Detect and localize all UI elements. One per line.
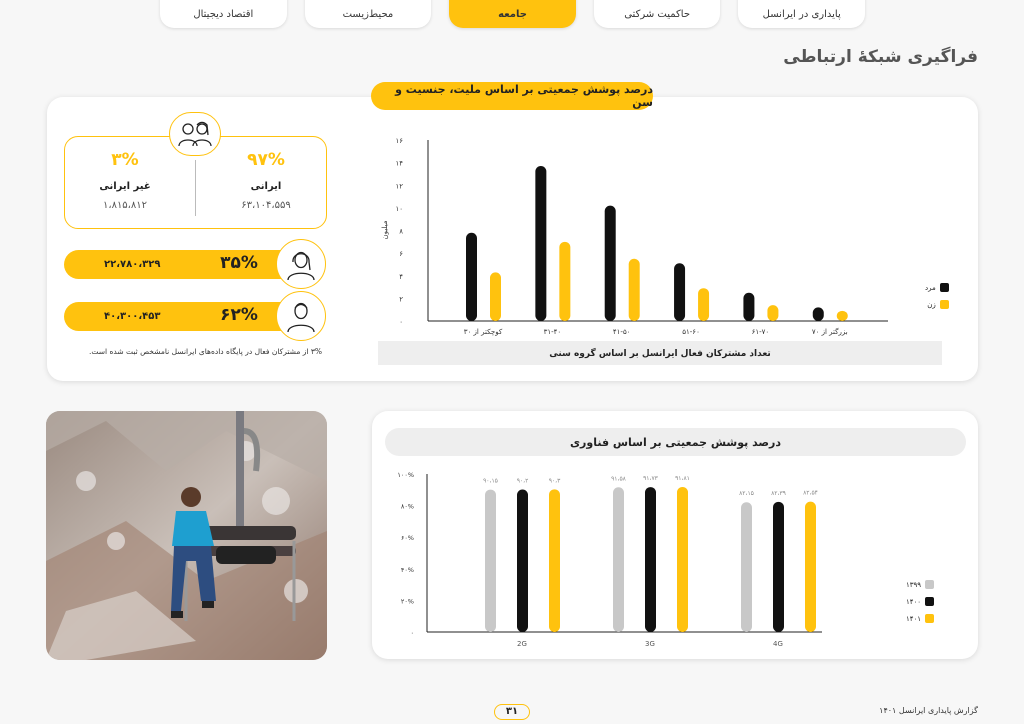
legend-label-male: مرد xyxy=(925,283,936,292)
bar-۱۳۹۹ xyxy=(485,490,496,632)
bar-female xyxy=(767,305,778,321)
male-count: ۴۰،۳۰۰،۴۵۳ xyxy=(104,311,161,322)
male-avatar-icon xyxy=(276,291,326,341)
bar-male xyxy=(535,166,546,321)
iranian-label: ایرانی xyxy=(250,181,282,192)
section-title: فراگیری شبکهٔ ارتباطی xyxy=(783,47,978,67)
legend-item-1399 xyxy=(906,580,934,589)
legend-item-male xyxy=(925,283,949,292)
non-iranian-stat xyxy=(70,150,180,211)
bar-male xyxy=(674,263,685,321)
bar-۱۴۰۰ xyxy=(517,489,528,632)
page-number: ۳۱ xyxy=(494,704,530,720)
technology-chart xyxy=(380,462,900,654)
legend-swatch-1399 xyxy=(925,580,934,589)
iranian-percent: ۹۷% xyxy=(247,150,285,170)
bar-۱۴۰۱ xyxy=(677,487,688,632)
legend-label-female: زن xyxy=(927,300,936,309)
bar-male xyxy=(466,233,477,321)
bar-value-label: ۸۲،۵۴ xyxy=(803,489,818,497)
x-tick-label: 4G xyxy=(773,640,783,648)
bar-۱۴۰۱ xyxy=(549,489,560,632)
bar-value-label: ۹۱،۷۳ xyxy=(643,475,658,483)
bar-۱۳۹۹ xyxy=(613,487,624,632)
x-tick-label: ۵۱-۶۰ xyxy=(682,328,700,336)
bar-female xyxy=(490,272,501,321)
legend-swatch-1400 xyxy=(925,597,934,606)
top-tab-bar xyxy=(160,0,865,28)
y-tick-label: ۱۰ xyxy=(395,204,403,213)
y-tick-label: ۴۰% xyxy=(400,565,414,574)
legend-label-1400: ۱۴۰۰ xyxy=(906,597,922,606)
female-percent: ۳۵% xyxy=(220,253,258,273)
legend-swatch-female xyxy=(940,300,949,309)
x-tick-label: 3G xyxy=(645,640,655,648)
iranian-count: ۶۳،۱۰۴،۵۵۹ xyxy=(241,200,291,211)
bar-value-label: ۸۲،۱۵ xyxy=(739,490,754,498)
y-tick-label: ۰ xyxy=(410,629,414,637)
report-name: گزارش پایداری ایرانسل ۱۴۰۱ xyxy=(879,706,978,715)
legend-item-1401 xyxy=(906,614,934,623)
bar-value-label: ۹۱،۸۱ xyxy=(675,474,690,482)
x-tick-label: 2G xyxy=(517,640,527,648)
y-tick-label: ۴ xyxy=(399,272,403,281)
tab-digital-economy[interactable]: اقتصاد دیجیتال xyxy=(160,0,287,28)
chairlift-photo xyxy=(46,411,327,660)
non-iranian-percent: ۳% xyxy=(111,150,139,170)
x-tick-label: بزرگتر از ۷۰ xyxy=(811,328,848,336)
bar-male xyxy=(605,206,616,321)
legend-item-female xyxy=(925,300,949,309)
bar-value-label: ۹۰،۱۵ xyxy=(483,477,498,485)
footnote: ۳% از مشترکان فعال در پایگاه داده‌های ایرانسل نامشخص ثبت شده است. xyxy=(88,347,322,356)
legend-swatch-1401 xyxy=(925,614,934,623)
y-tick-label: ۲۰% xyxy=(400,597,414,606)
bar-۱۳۹۹ xyxy=(741,502,752,632)
bar-value-label: ۹۰،۲ xyxy=(516,477,529,485)
bar-female xyxy=(559,242,570,321)
y-tick-label: ۸۰% xyxy=(400,502,414,511)
tab-sustainability[interactable]: پایداری در ایرانسل xyxy=(738,0,865,28)
legend-item-1400 xyxy=(906,597,934,606)
bar-value-label: ۹۰،۳ xyxy=(548,477,561,485)
y-tick-label: ۱۲ xyxy=(395,182,403,191)
divider xyxy=(195,160,196,216)
x-axis-label: تعداد مشترکان فعال ایرانسل بر اساس گروه سنی xyxy=(549,349,771,359)
legend-label-1399: ۱۳۹۹ xyxy=(906,580,922,589)
y-tick-label: ۸ xyxy=(399,227,403,236)
female-count: ۲۲،۷۸۰،۳۲۹ xyxy=(104,259,161,270)
x-tick-label: کوچکتر از ۳۰ xyxy=(463,328,503,336)
bar-male xyxy=(813,307,824,321)
y-tick-label: ۲ xyxy=(399,295,403,304)
y-axis-label: میلیون xyxy=(381,220,389,240)
chart2-legend xyxy=(906,580,934,631)
female-avatar-icon xyxy=(276,239,326,289)
male-percent: ۶۲% xyxy=(220,305,258,325)
y-tick-label: ۶ xyxy=(399,250,403,259)
iranian-stat xyxy=(211,150,321,211)
y-tick-label: ۱۰۰% xyxy=(397,471,414,479)
tab-environment[interactable]: محیط‌زیست xyxy=(305,0,432,28)
bar-۱۴۰۱ xyxy=(805,502,816,632)
y-tick-label: ۱۶ xyxy=(395,137,403,145)
legend-label-1401: ۱۴۰۱ xyxy=(906,614,922,623)
bar-female xyxy=(629,259,640,321)
chart1-legend xyxy=(925,283,949,317)
x-tick-label: ۴۱-۵۰ xyxy=(612,328,631,336)
tab-society[interactable]: جامعه xyxy=(449,0,576,28)
x-tick-label: ۶۱-۷۰ xyxy=(751,328,770,336)
chart2-title: درصد پوشش جمعیتی بر اساس فناوری xyxy=(385,428,966,456)
non-iranian-label: غیر ایرانی xyxy=(99,181,151,192)
legend-swatch-male xyxy=(940,283,949,292)
bar-value-label: ۹۱،۵۸ xyxy=(611,475,626,483)
bar-value-label: ۸۲،۳۹ xyxy=(771,489,786,497)
bar-male xyxy=(743,293,754,321)
bar-۱۴۰۰ xyxy=(645,487,656,632)
x-tick-label: ۳۱-۴۰ xyxy=(543,328,562,336)
bar-female xyxy=(837,311,848,321)
y-tick-label: ۰ xyxy=(399,318,403,326)
bar-female xyxy=(698,288,709,321)
bar-۱۴۰۰ xyxy=(773,502,784,632)
y-tick-label: ۶۰% xyxy=(400,534,414,543)
tab-governance[interactable]: حاکمیت شرکتی xyxy=(594,0,721,28)
chart1-title: درصد پوشش جمعیتی بر اساس ملیت، جنسیت و سن xyxy=(371,82,653,110)
y-tick-label: ۱۴ xyxy=(395,159,403,168)
non-iranian-count: ۱،۸۱۵،۸۱۲ xyxy=(102,200,148,211)
age-gender-chart xyxy=(370,125,960,370)
